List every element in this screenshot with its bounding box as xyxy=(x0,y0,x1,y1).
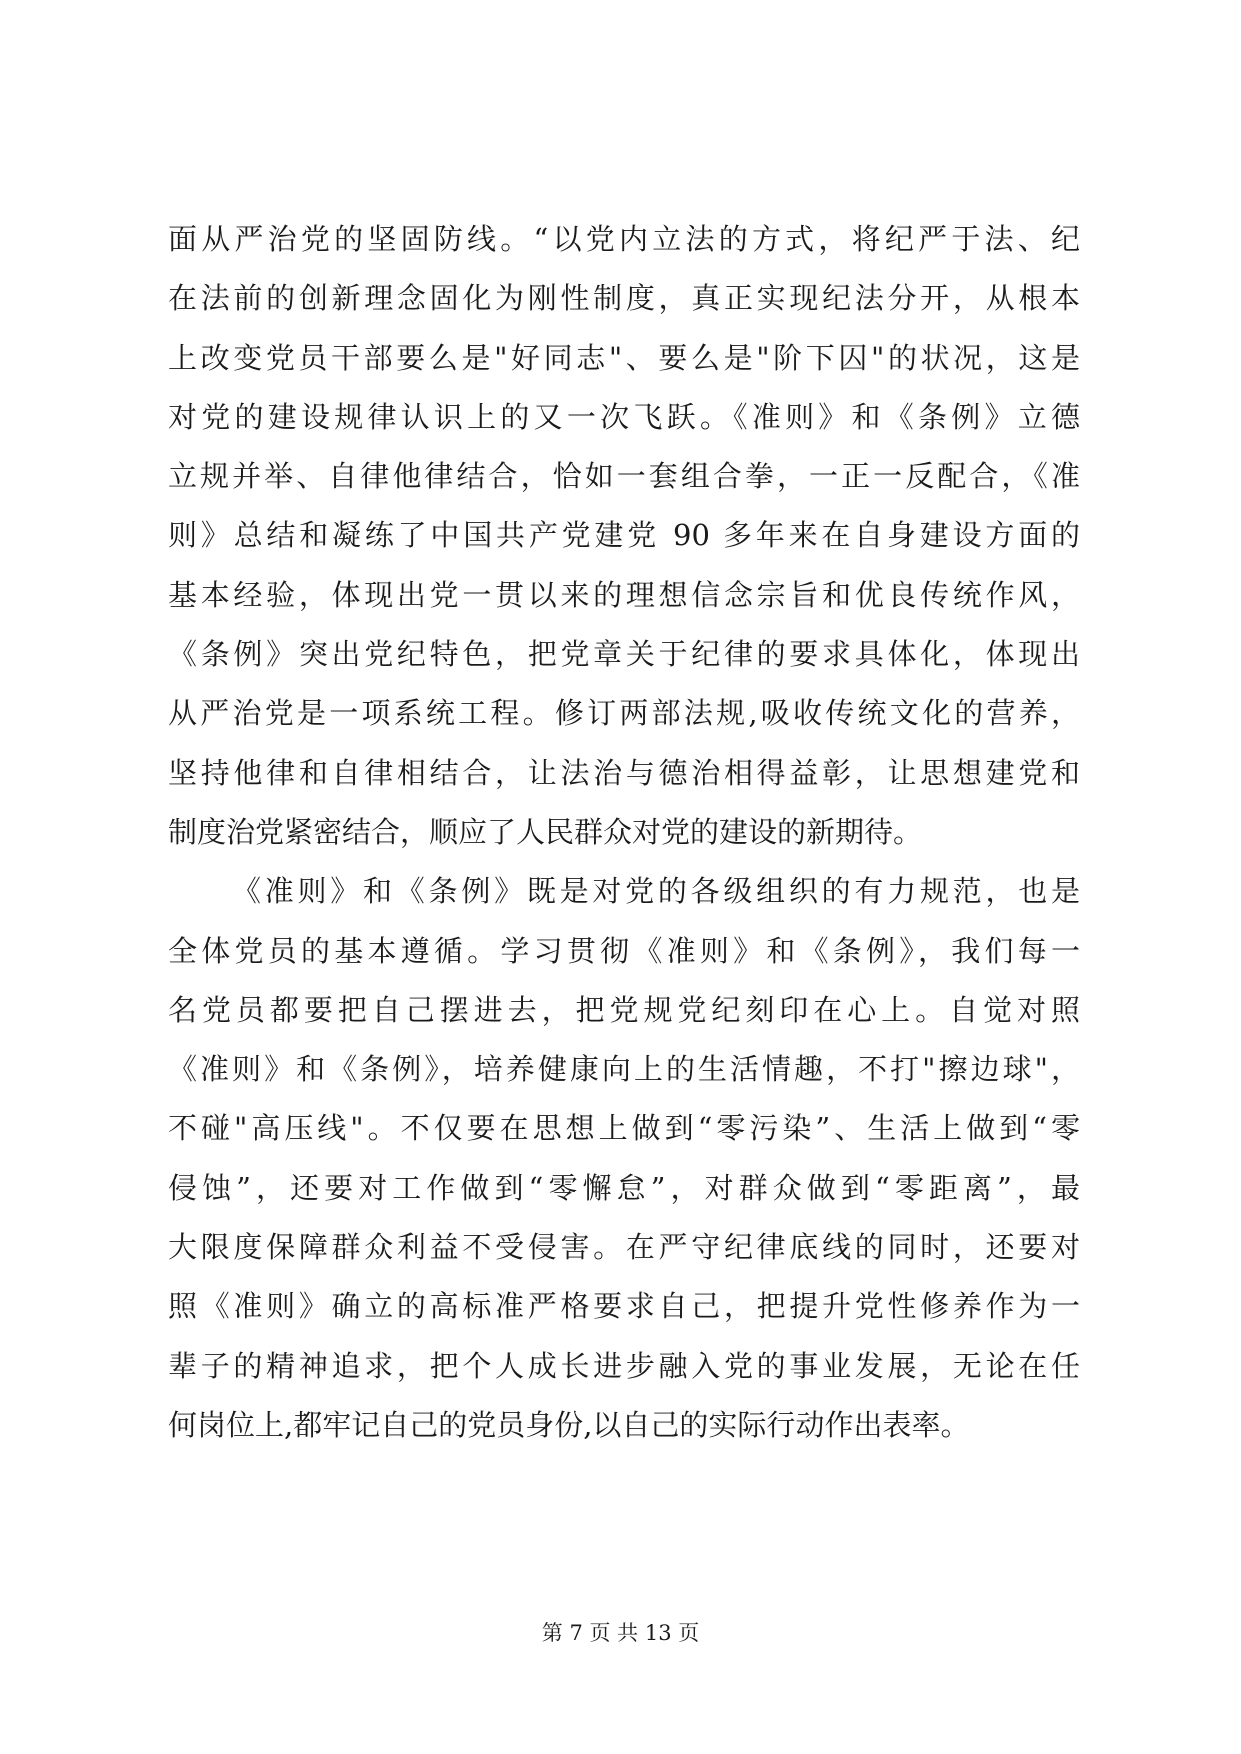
text-line: 面从严治党的坚固防线。“以党内立法的方式，将纪严于法、纪 xyxy=(168,222,1080,256)
text-line: 上改变党员干部要么是"好同志"、要么是"阶下囚"的状况，这是 xyxy=(168,340,1080,375)
text-line: 大限度保障群众利益不受侵害。在严守纪律底线的同时，还要对 xyxy=(168,1230,1080,1265)
text-line: 在法前的创新理念固化为刚性制度，真正实现纪法分开，从根本 xyxy=(168,281,1080,316)
text-line: 基本经验，体现出党一贯以来的理想信念宗旨和优良传统作风， xyxy=(168,577,1080,612)
text-line: 立规并举、自律他律结合，恰如一套组合拳，一正一反配合，《准 xyxy=(168,459,1080,494)
text-line: 侵蚀”，还要对工作做到“零懈怠”，对群众做到“零距离”，最 xyxy=(168,1170,1080,1205)
text-line: 全体党员的基本遵循。学习贯彻《准则》和《条例》，我们每一 xyxy=(168,933,1080,968)
text-line: 坚持他律和自律相结合，让法治与德治相得益彰，让思想建党和 xyxy=(168,755,1080,790)
text-line: 制度治党紧密结合，顺应了人民群众对党的建设的新期待。 xyxy=(168,814,923,849)
paragraph-1 xyxy=(168,210,1080,862)
text-line: 《条例》突出党纪特色，把党章关于纪律的要求具体化，体现出 xyxy=(168,637,1080,672)
text-line: 名党员都要把自己摆进去，把党规党纪刻印在心上。自觉对照 xyxy=(168,992,1080,1027)
text-line: 《准则》和《条例》，培养健康向上的生活情趣，不打"擦边球"， xyxy=(168,1052,1080,1087)
page-number-footer: 第 7 页 共 13 页 xyxy=(541,1621,700,1645)
text-line: 不碰"高压线"。不仅要在思想上做到“零污染”、生活上做到“零 xyxy=(168,1111,1080,1146)
text-line: 则》总结和凝练了中国共产党建党 90 多年来在自身建设方面的 xyxy=(168,518,1080,553)
text-line: 《准则》和《条例》既是对党的各级组织的有力规范，也是 xyxy=(232,874,1080,909)
text-line: 从严治党是一项系统工程。修订两部法规,吸收传统文化的营养， xyxy=(168,696,1080,731)
text-line: 对党的建设规律认识上的又一次飞跃。《准则》和《条例》立德 xyxy=(168,399,1080,434)
text-line: 何岗位上,都牢记自己的党员身份,以自己的实际行动作出表率。 xyxy=(168,1407,970,1442)
document-body xyxy=(168,210,1080,1455)
text-line: 照《准则》确立的高标准严格要求自己，把提升党性修养作为一 xyxy=(168,1289,1080,1324)
paragraph-2 xyxy=(168,862,1080,1455)
text-line: 辈子的精神追求，把个人成长进步融入党的事业发展，无论在任 xyxy=(168,1348,1080,1383)
